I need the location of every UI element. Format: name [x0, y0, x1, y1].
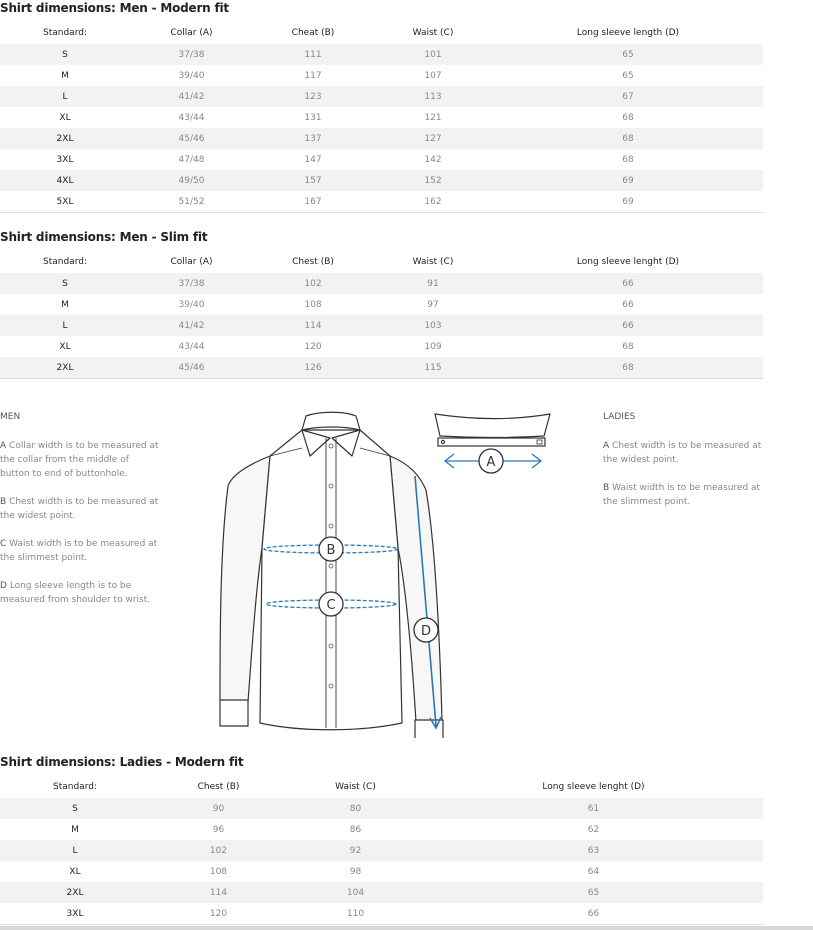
legend-item-men-c: [0, 537, 160, 565]
column-header: Waist (C): [412, 257, 454, 267]
table-cell: 2XL: [0, 882, 150, 903]
legend-text: Long sleeve length is to be measured from shoulder to wrist.: [0, 581, 151, 605]
legend-text: Chest width is to be measured at the widest point.: [603, 441, 762, 465]
table-cell: 86: [349, 824, 362, 835]
table-cell: 120: [150, 903, 287, 925]
legend-letter: A: [0, 441, 7, 451]
table-cell: 117: [304, 70, 322, 81]
table-title-men-slim: Shirt dimensions: Men - Slim fit: [0, 230, 208, 244]
table-cell: 43/44: [178, 341, 205, 352]
column-header: Standard:: [53, 782, 97, 792]
table-row: [0, 128, 763, 149]
table-row: [0, 819, 763, 840]
table-row: [0, 44, 763, 65]
legend-item-men-d: [0, 579, 160, 607]
table-cell: 162: [373, 191, 493, 213]
legend-heading-ladies: LADIES: [603, 412, 636, 422]
table-cell: 45/46: [130, 128, 253, 149]
legend-text: Waist width is to be measured at the slimmest point.: [603, 483, 761, 507]
table-cell: XL: [59, 341, 71, 352]
table-cell: 41/42: [130, 315, 253, 336]
legend-letter: D: [0, 581, 7, 591]
table-cell: 69: [493, 191, 763, 213]
table-cell: 104: [287, 882, 424, 903]
table-cell: 101: [373, 44, 493, 65]
table-cell: 43/44: [178, 112, 205, 123]
table-cell: XL: [59, 112, 71, 123]
column-header: Long sleeve lenght (D): [542, 782, 645, 792]
bottom-divider: [0, 926, 813, 930]
table-cell: M: [71, 824, 79, 835]
table-cell: 65: [493, 44, 763, 65]
table-row: [0, 294, 763, 315]
table-cell: 62: [587, 824, 600, 835]
column-header: Collar (A): [170, 28, 213, 38]
legend-letter: B: [603, 483, 610, 493]
legend-item-men-b: [0, 495, 160, 523]
table-row: [0, 798, 763, 819]
table-cell: 108: [209, 866, 228, 877]
table-row: [0, 65, 763, 86]
table-cell: L: [0, 840, 150, 861]
table-cell: S: [0, 44, 130, 65]
table-cell: 107: [424, 70, 442, 81]
table-cell: 108: [304, 299, 322, 310]
table-cell: 68: [493, 128, 763, 149]
column-header: Long sleeve lenght (D): [576, 257, 680, 267]
table-cell: 103: [373, 315, 493, 336]
table-cell: 4XL: [0, 170, 130, 191]
table-cell: 98: [349, 866, 362, 877]
table-title-men-modern: Shirt dimensions: Men - Modern fit: [0, 1, 229, 15]
table-cell: 5XL: [0, 191, 130, 213]
table-row: [0, 107, 763, 128]
table-cell: 45/46: [130, 357, 253, 379]
table-cell: 111: [253, 44, 373, 65]
table-cell: 97: [427, 299, 439, 310]
table-cell: 126: [253, 357, 373, 379]
table-cell: 61: [424, 798, 763, 819]
legend-text: Chest width is to be measured at the widest point.: [0, 497, 159, 521]
legend-text: Collar width is to be measured at the collar from the middle of button to end of buttonhole.: [0, 441, 159, 479]
table-cell: 167: [253, 191, 373, 213]
table-cell: S: [0, 273, 130, 294]
table-cell: 121: [424, 112, 442, 123]
label-d: D: [420, 624, 432, 639]
table-cell: 137: [253, 128, 373, 149]
column-header: Long sleeve length (D): [576, 28, 680, 38]
column-header: Standard:: [43, 257, 87, 267]
table-cell: 142: [424, 154, 442, 165]
table-cell: 47/48: [178, 154, 205, 165]
label-c: C: [326, 598, 336, 613]
table-cell: 66: [424, 903, 763, 925]
table-cell: 39/40: [178, 299, 205, 310]
table-row: [0, 861, 763, 882]
table-cell: 110: [287, 903, 424, 925]
table-title-ladies-modern: Shirt dimensions: Ladies - Modern fit: [0, 755, 244, 769]
table-cell: 68: [622, 112, 634, 123]
table-cell: 127: [373, 128, 493, 149]
legend-letter: A: [603, 441, 610, 451]
table-cell: 109: [424, 341, 442, 352]
legend-text: Waist width is to be measured at the slimmest point.: [0, 539, 158, 563]
label-a: A: [486, 455, 496, 470]
table-cell: 66: [622, 299, 634, 310]
table-row: [0, 840, 763, 861]
table-header-row: [0, 251, 763, 273]
table-cell: 68: [493, 357, 763, 379]
table-cell: 114: [150, 882, 287, 903]
table-cell: 64: [587, 866, 600, 877]
table-cell: 68: [622, 341, 634, 352]
table-row: [0, 315, 763, 336]
table-cell: 157: [253, 170, 373, 191]
shirt-outline-icon: [220, 412, 443, 738]
legend-heading-men: MEN: [0, 412, 21, 422]
table-cell: 131: [304, 112, 322, 123]
column-header: Collar (A): [170, 257, 213, 267]
label-b: B: [326, 543, 336, 558]
table-cell: 39/40: [178, 70, 205, 81]
table-cell: 2XL: [0, 128, 130, 149]
table-cell: 80: [287, 798, 424, 819]
table-row: [0, 336, 763, 357]
size-table-men-modern: [0, 22, 763, 213]
table-cell: 41/42: [130, 86, 253, 107]
table-row: [0, 903, 763, 925]
table-row: [0, 882, 763, 903]
table-header-row: [0, 776, 763, 798]
table-cell: 65: [622, 70, 634, 81]
column-header: Cheat (B): [291, 28, 335, 38]
table-cell: 3XL: [0, 903, 150, 925]
table-cell: 115: [373, 357, 493, 379]
size-table-men-slim: [0, 251, 763, 379]
table-cell: 68: [622, 154, 634, 165]
table-cell: 123: [253, 86, 373, 107]
size-table-ladies-modern: [0, 776, 763, 925]
table-cell: M: [61, 70, 69, 81]
table-cell: 152: [373, 170, 493, 191]
table-cell: 66: [493, 315, 763, 336]
table-cell: 65: [424, 882, 763, 903]
collar-measurement-marker: [445, 449, 541, 473]
table-cell: 49/50: [130, 170, 253, 191]
table-cell: 147: [304, 154, 322, 165]
table-cell: L: [0, 315, 130, 336]
legend-letter: B: [0, 497, 7, 507]
table-cell: 102: [150, 840, 287, 861]
table-cell: M: [61, 299, 69, 310]
table-cell: 2XL: [0, 357, 130, 379]
table-row: [0, 149, 763, 170]
table-cell: 51/52: [130, 191, 253, 213]
table-cell: S: [0, 798, 150, 819]
table-cell: 37/38: [130, 44, 253, 65]
column-header: Standard:: [43, 28, 87, 38]
table-cell: 37/38: [130, 273, 253, 294]
legend-item-ladies-a: [603, 439, 768, 467]
column-header: Waist (C): [412, 28, 454, 38]
collar-outline-icon: [435, 414, 550, 446]
table-row: [0, 273, 763, 294]
table-cell: 91: [373, 273, 493, 294]
legend-letter: C: [0, 539, 7, 549]
table-cell: 69: [493, 170, 763, 191]
legend-item-ladies-b: [603, 481, 768, 509]
table-row: [0, 170, 763, 191]
table-cell: 90: [150, 798, 287, 819]
column-header: Chest (B): [292, 257, 334, 267]
table-cell: 120: [304, 341, 322, 352]
table-cell: 66: [493, 273, 763, 294]
table-row: [0, 191, 763, 213]
table-cell: XL: [69, 866, 81, 877]
column-header: Waist (C): [335, 782, 376, 792]
table-cell: 114: [253, 315, 373, 336]
table-cell: 96: [212, 824, 225, 835]
table-row: [0, 86, 763, 107]
column-header: Chest (B): [197, 782, 240, 792]
table-cell: 3XL: [56, 154, 74, 165]
table-cell: 63: [424, 840, 763, 861]
table-cell: 92: [287, 840, 424, 861]
table-cell: 102: [253, 273, 373, 294]
table-header-row: [0, 22, 763, 44]
table-row: [0, 357, 763, 379]
legend-item-men-a: [0, 439, 160, 481]
table-cell: 113: [373, 86, 493, 107]
table-cell: 67: [493, 86, 763, 107]
shirt-measurement-diagram: [210, 408, 555, 738]
table-cell: L: [0, 86, 130, 107]
